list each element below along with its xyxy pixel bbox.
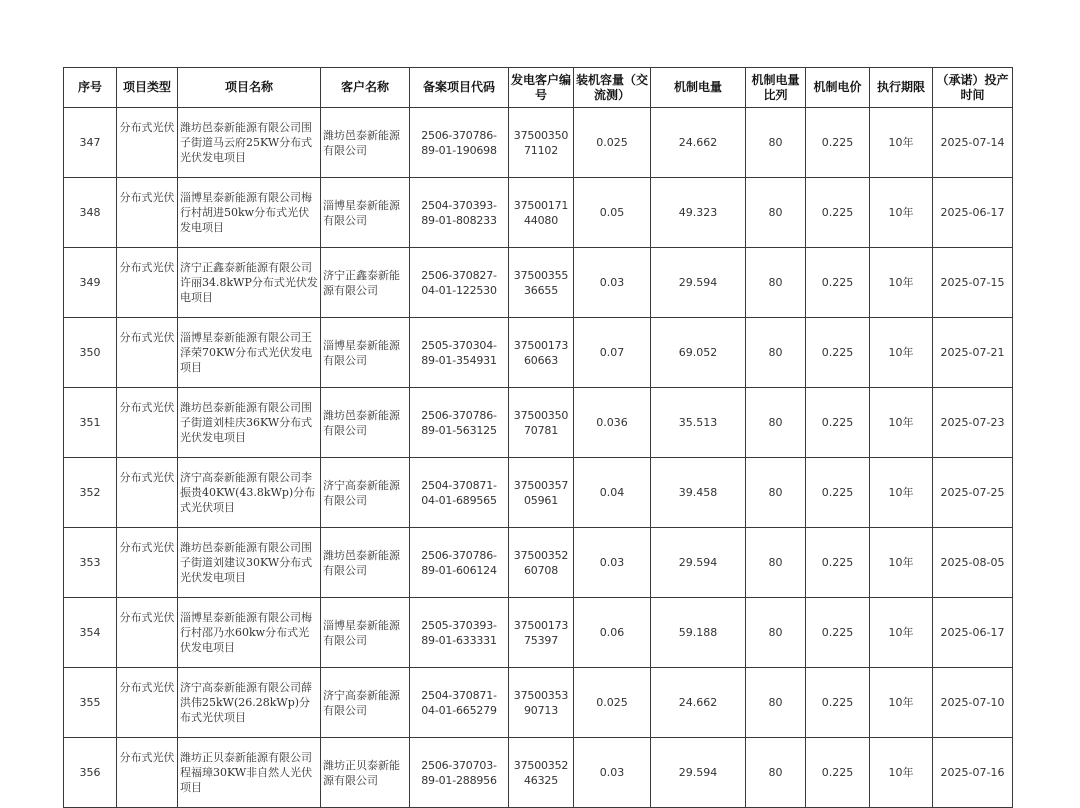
- cell-customer-name: 淄博星泰新能源有限公司: [321, 318, 410, 388]
- cell-filing-code-line: 2506-370703-: [421, 758, 497, 772]
- cell-customer-number-line: 60663: [524, 353, 558, 367]
- cell-term: 10年: [870, 528, 933, 598]
- cell-term: 10年: [870, 178, 933, 248]
- cell-project-name: 潍坊邑泰新能源有限公司围子街道刘建议30KW分布式光伏发电项目: [178, 528, 321, 598]
- cell-mechanism-energy: 59.188: [651, 598, 746, 668]
- cell-project-type: 分布式光伏: [117, 248, 178, 318]
- cell-customer-number-line: 37500352: [513, 548, 569, 562]
- cell-filing-code-line: 2506-370786-: [421, 408, 497, 422]
- cell-mechanism-energy: 24.662: [651, 668, 746, 738]
- cell-capacity: 0.06: [574, 598, 651, 668]
- table-row: [64, 528, 1013, 598]
- cell-mechanism-price: 0.225: [806, 668, 870, 738]
- header-serial-number: 序号: [64, 68, 117, 108]
- cell-commission-date: 2025-07-23: [933, 388, 1013, 458]
- cell-mechanism-price: 0.225: [806, 178, 870, 248]
- header-energy-ratio: 机制电量比列: [746, 68, 806, 108]
- cell-capacity: 0.025: [574, 108, 651, 178]
- cell-mechanism-energy: 29.594: [651, 738, 746, 808]
- cell-project-name: 济宁正鑫泰新能源有限公司许丽34.8kWP分布式光伏发电项目: [178, 248, 321, 318]
- cell-energy-ratio: 80: [746, 668, 806, 738]
- cell-serial-number: 354: [64, 598, 117, 668]
- cell-customer-name: 济宁正鑫泰新能源有限公司: [321, 248, 410, 318]
- cell-serial-number: 353: [64, 528, 117, 598]
- cell-filing-code: [410, 388, 509, 458]
- cell-customer-number-line: 75397: [524, 633, 558, 647]
- cell-project-name: 淄博星泰新能源有限公司梅行村胡进50kw分布式光伏发电项目: [178, 178, 321, 248]
- cell-filing-code: [410, 528, 509, 598]
- cell-project-name: 淄博星泰新能源有限公司梅行村邵乃水60kw分布式光伏发电项目: [178, 598, 321, 668]
- cell-mechanism-energy: 69.052: [651, 318, 746, 388]
- cell-capacity: 0.03: [574, 248, 651, 318]
- cell-capacity: 0.07: [574, 318, 651, 388]
- cell-term: 10年: [870, 738, 933, 808]
- cell-energy-ratio: 80: [746, 388, 806, 458]
- cell-capacity: 0.03: [574, 528, 651, 598]
- cell-energy-ratio: 80: [746, 598, 806, 668]
- cell-capacity: 0.03: [574, 738, 651, 808]
- cell-filing-code: [410, 458, 509, 528]
- table-row: [64, 598, 1013, 668]
- cell-mechanism-price: 0.225: [806, 458, 870, 528]
- cell-commission-date: 2025-07-25: [933, 458, 1013, 528]
- header-customer-name: 客户名称: [321, 68, 410, 108]
- cell-term: 10年: [870, 388, 933, 458]
- cell-customer-name: 淄博星泰新能源有限公司: [321, 598, 410, 668]
- cell-energy-ratio: 80: [746, 108, 806, 178]
- cell-project-type: 分布式光伏: [117, 388, 178, 458]
- cell-energy-ratio: 80: [746, 178, 806, 248]
- cell-mechanism-price: 0.225: [806, 388, 870, 458]
- cell-customer-number-line: 37500357: [513, 478, 569, 492]
- cell-filing-code-line: 04-01-665279: [421, 703, 497, 717]
- cell-customer-number-line: 37500173: [513, 618, 569, 632]
- header-row: [64, 68, 1013, 108]
- cell-filing-code-line: 2505-370393-: [421, 618, 497, 632]
- header-project-type: 项目类型: [117, 68, 178, 108]
- table-row: [64, 668, 1013, 738]
- cell-filing-code: [410, 108, 509, 178]
- cell-mechanism-energy: 24.662: [651, 108, 746, 178]
- table-row: [64, 388, 1013, 458]
- cell-mechanism-energy: 29.594: [651, 248, 746, 318]
- cell-customer-number-line: 71102: [524, 143, 558, 157]
- table-row: [64, 738, 1013, 808]
- table-body: [64, 108, 1013, 808]
- cell-filing-code-line: 89-01-190698: [421, 143, 497, 157]
- cell-customer-name: 潍坊邑泰新能源有限公司: [321, 108, 410, 178]
- cell-serial-number: 350: [64, 318, 117, 388]
- cell-customer-number-line: 37500353: [513, 688, 569, 702]
- cell-filing-code: [410, 248, 509, 318]
- cell-customer-name: 淄博星泰新能源有限公司: [321, 178, 410, 248]
- cell-filing-code-line: 89-01-808233: [421, 213, 497, 227]
- cell-customer-number-line: 37500350: [513, 128, 569, 142]
- cell-project-name: 潍坊邑泰新能源有限公司围子街道刘桂庆36KW分布式光伏发电项目: [178, 388, 321, 458]
- cell-customer-number: [509, 598, 574, 668]
- header-mechanism-energy: 机制电量: [651, 68, 746, 108]
- cell-project-type: 分布式光伏: [117, 178, 178, 248]
- header-term: 执行期限: [870, 68, 933, 108]
- cell-customer-number: [509, 108, 574, 178]
- cell-project-type: 分布式光伏: [117, 318, 178, 388]
- cell-mechanism-price: 0.225: [806, 598, 870, 668]
- cell-energy-ratio: 80: [746, 738, 806, 808]
- cell-mechanism-energy: 35.513: [651, 388, 746, 458]
- cell-customer-number-line: 60708: [524, 563, 558, 577]
- cell-customer-name: 潍坊邑泰新能源有限公司: [321, 528, 410, 598]
- cell-commission-date: 2025-08-05: [933, 528, 1013, 598]
- cell-commission-date: 2025-07-21: [933, 318, 1013, 388]
- cell-customer-number: [509, 178, 574, 248]
- cell-mechanism-energy: 29.594: [651, 528, 746, 598]
- cell-commission-date: 2025-07-15: [933, 248, 1013, 318]
- cell-commission-date: 2025-06-17: [933, 178, 1013, 248]
- cell-filing-code: [410, 318, 509, 388]
- cell-customer-number-line: 37500352: [513, 758, 569, 772]
- cell-filing-code-line: 2504-370871-: [421, 478, 497, 492]
- cell-filing-code: [410, 668, 509, 738]
- cell-energy-ratio: 80: [746, 458, 806, 528]
- cell-filing-code-line: 2506-370827-: [421, 268, 497, 282]
- cell-filing-code-line: 2504-370393-: [421, 198, 497, 212]
- cell-project-name: 潍坊正贝泰新能源有限公司程福璋30KW非自然人光伏项目: [178, 738, 321, 808]
- cell-commission-date: 2025-07-14: [933, 108, 1013, 178]
- cell-capacity: 0.04: [574, 458, 651, 528]
- project-table: [63, 67, 1013, 808]
- cell-customer-name: 济宁高泰新能源有限公司: [321, 458, 410, 528]
- cell-commission-date: 2025-07-16: [933, 738, 1013, 808]
- cell-project-type: 分布式光伏: [117, 528, 178, 598]
- cell-filing-code-line: 2504-370871-: [421, 688, 497, 702]
- cell-project-type: 分布式光伏: [117, 458, 178, 528]
- table-row: [64, 248, 1013, 318]
- cell-customer-name: 潍坊正贝泰新能源有限公司: [321, 738, 410, 808]
- cell-customer-number: [509, 738, 574, 808]
- cell-project-name: 济宁高泰新能源有限公司薛洪伟25kW(26.28kWp)分布式光伏项目: [178, 668, 321, 738]
- cell-filing-code-line: 89-01-354931: [421, 353, 497, 367]
- cell-term: 10年: [870, 318, 933, 388]
- cell-capacity: 0.036: [574, 388, 651, 458]
- table-row: [64, 458, 1013, 528]
- cell-customer-number: [509, 528, 574, 598]
- cell-serial-number: 355: [64, 668, 117, 738]
- cell-filing-code: [410, 598, 509, 668]
- cell-customer-number-line: 36655: [524, 283, 558, 297]
- cell-customer-number-line: 05961: [524, 493, 558, 507]
- cell-energy-ratio: 80: [746, 248, 806, 318]
- cell-capacity: 0.05: [574, 178, 651, 248]
- table-row: [64, 108, 1013, 178]
- cell-customer-number-line: 46325: [524, 773, 558, 787]
- cell-energy-ratio: 80: [746, 318, 806, 388]
- table-header: [64, 68, 1013, 108]
- cell-customer-number-line: 70781: [524, 423, 558, 437]
- cell-serial-number: 356: [64, 738, 117, 808]
- cell-mechanism-price: 0.225: [806, 528, 870, 598]
- cell-project-type: 分布式光伏: [117, 738, 178, 808]
- cell-filing-code-line: 04-01-689565: [421, 493, 497, 507]
- cell-customer-number-line: 90713: [524, 703, 558, 717]
- cell-mechanism-price: 0.225: [806, 738, 870, 808]
- cell-customer-number-line: 44080: [524, 213, 558, 227]
- cell-filing-code-line: 2506-370786-: [421, 548, 497, 562]
- cell-serial-number: 351: [64, 388, 117, 458]
- cell-customer-number-line: 37500173: [513, 338, 569, 352]
- cell-customer-name: 济宁高泰新能源有限公司: [321, 668, 410, 738]
- cell-serial-number: 352: [64, 458, 117, 528]
- cell-energy-ratio: 80: [746, 528, 806, 598]
- cell-serial-number: 347: [64, 108, 117, 178]
- header-mechanism-price: 机制电价: [806, 68, 870, 108]
- cell-term: 10年: [870, 598, 933, 668]
- cell-mechanism-price: 0.225: [806, 108, 870, 178]
- cell-serial-number: 349: [64, 248, 117, 318]
- cell-term: 10年: [870, 108, 933, 178]
- cell-filing-code-line: 04-01-122530: [421, 283, 497, 297]
- header-commission-date: （承诺）投产时间: [933, 68, 1013, 108]
- cell-capacity: 0.025: [574, 668, 651, 738]
- cell-term: 10年: [870, 248, 933, 318]
- cell-project-type: 分布式光伏: [117, 598, 178, 668]
- table-row: [64, 318, 1013, 388]
- header-customer-number: 发电客户编号: [509, 68, 574, 108]
- cell-filing-code-line: 2506-370786-: [421, 128, 497, 142]
- cell-term: 10年: [870, 458, 933, 528]
- cell-project-type: 分布式光伏: [117, 668, 178, 738]
- cell-filing-code: [410, 178, 509, 248]
- cell-mechanism-energy: 39.458: [651, 458, 746, 528]
- cell-customer-name: 潍坊邑泰新能源有限公司: [321, 388, 410, 458]
- header-project-name: 项目名称: [178, 68, 321, 108]
- cell-filing-code-line: 2505-370304-: [421, 338, 497, 352]
- cell-customer-number: [509, 318, 574, 388]
- cell-filing-code: [410, 738, 509, 808]
- cell-customer-number: [509, 668, 574, 738]
- cell-mechanism-price: 0.225: [806, 248, 870, 318]
- cell-customer-number: [509, 388, 574, 458]
- cell-term: 10年: [870, 668, 933, 738]
- cell-commission-date: 2025-07-10: [933, 668, 1013, 738]
- cell-serial-number: 348: [64, 178, 117, 248]
- cell-filing-code-line: 89-01-563125: [421, 423, 497, 437]
- cell-customer-number-line: 37500171: [513, 198, 569, 212]
- cell-project-type: 分布式光伏: [117, 108, 178, 178]
- cell-filing-code-line: 89-01-633331: [421, 633, 497, 647]
- cell-filing-code-line: 89-01-606124: [421, 563, 497, 577]
- cell-customer-number-line: 37500350: [513, 408, 569, 422]
- cell-project-name: 淄博星泰新能源有限公司王泽荣70KW分布式光伏发电项目: [178, 318, 321, 388]
- header-filing-code: 备案项目代码: [410, 68, 509, 108]
- table-row: [64, 178, 1013, 248]
- cell-project-name: 济宁高泰新能源有限公司李振贵40KW(43.8kWp)分布式光伏项目: [178, 458, 321, 528]
- cell-customer-number: [509, 248, 574, 318]
- cell-customer-number: [509, 458, 574, 528]
- cell-project-name: 潍坊邑泰新能源有限公司围子街道马云府25KW分布式光伏发电项目: [178, 108, 321, 178]
- cell-filing-code-line: 89-01-288956: [421, 773, 497, 787]
- cell-mechanism-energy: 49.323: [651, 178, 746, 248]
- cell-customer-number-line: 37500355: [513, 268, 569, 282]
- cell-commission-date: 2025-06-17: [933, 598, 1013, 668]
- header-capacity: 装机容量（交流测）: [574, 68, 651, 108]
- cell-mechanism-price: 0.225: [806, 318, 870, 388]
